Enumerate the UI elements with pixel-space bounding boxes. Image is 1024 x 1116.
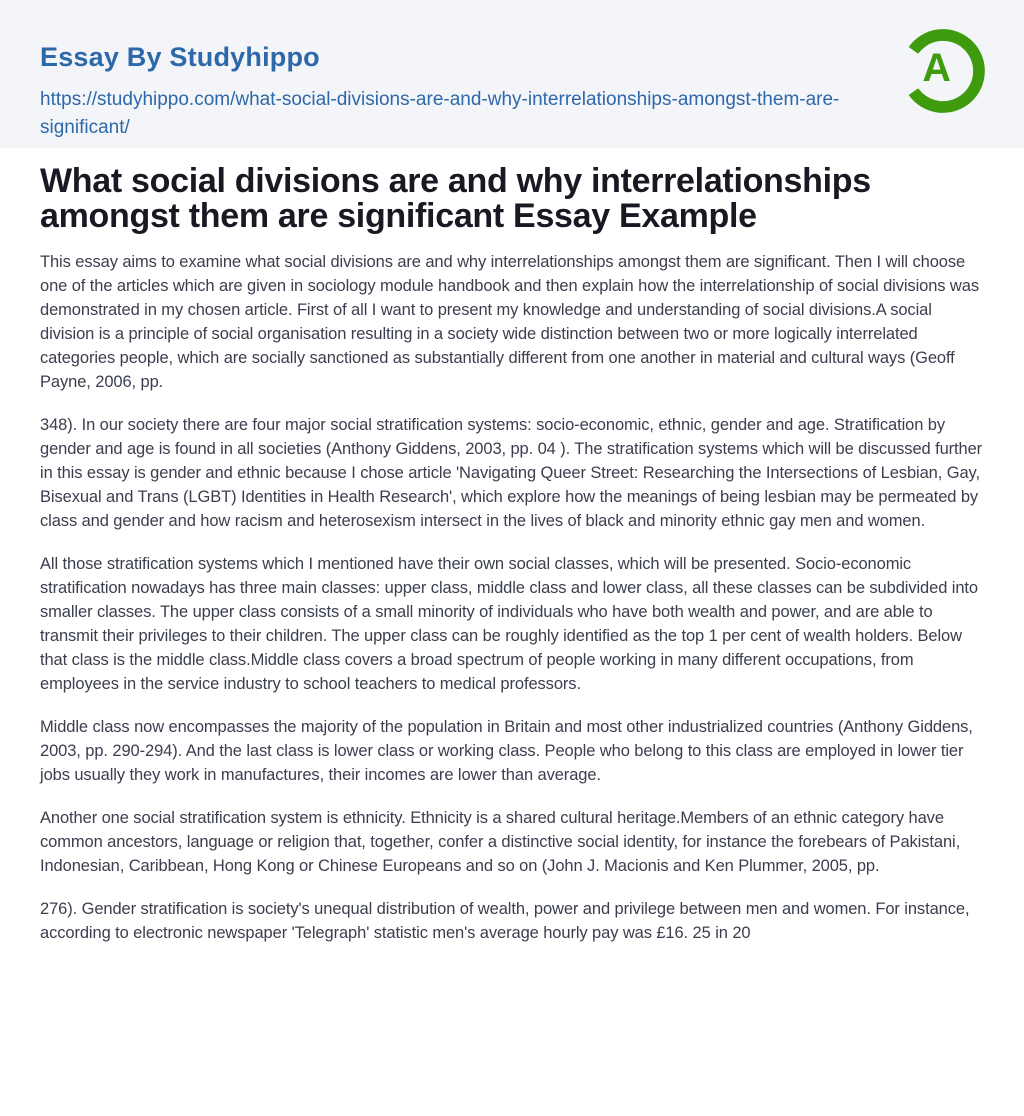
essay-title: What social divisions are and why interrelationships amongst them are significant Essay Example: [40, 162, 871, 235]
essay-paragraph: Middle class now encompasses the majority of the population in Britain and most other industrialized countries (Anthony Giddens, 2003, pp. 290-294). And the last class is lower class or working class. People who belong to this class are employed in lower tier jobs usually they work in manufactures, their incomes are lower than average.: [40, 718, 973, 784]
essay-paragraph: 348). In our society there are four major social stratification systems: socio-economic, ethnic, gender and age. Stratification by gender and age is found in all societies (Anthony Giddens, 2003, pp. 04 ). The stratification systems which will be discussed further in this essay is gender and ethnic because I chose article 'Navigating Queer Street: Researching the Intersections of Lesbian, Gay, Bisexual and Trans (LGBT) Identities in Health Research', which explore how the meanings of being lesbian may be permeated by class and gender and how racism and heterosexism intersect in the lives of black and minority ethnic gay men and women.: [40, 416, 983, 530]
essay-url-link[interactable]: https://studyhippo.com/what-social-divisions-are-and-why-interrelationships-amongst-them-are-significant/: [40, 89, 840, 138]
essay-paragraph: 276). Gender stratification is society's unequal distribution of wealth, power and privilege between men and women. For instance, according to electronic newspaper 'Telegraph' statistic men's average hourly pay was £16. 25 in 20: [40, 900, 970, 942]
essay-paragraph: This essay aims to examine what social divisions are and why interrelationships amongst them are significant. Then I will choose one of the articles which are given in sociology module handbook and then explain how the interrelationship of social divisions was demonstrated in my chosen article. First of all I want to present my knowledge and understanding of social divisions.A social division is a principle of social organisation resulting in a society wide distinction between two or more logically interrelated categories people, which are socially sanctioned as substantially different from one another in material and cultural ways (Geoff Payne, 2006, pp.: [40, 253, 979, 391]
essay-content: [0, 164, 1024, 1004]
page-header: [0, 0, 1024, 148]
essay-body: [40, 250, 984, 945]
logo-letter: A: [922, 45, 951, 90]
studyhippo-logo: [898, 26, 988, 116]
essay-paragraph: Another one social stratification system is ethnicity. Ethnicity is a shared cultural heritage.Members of an ethnic category have common ancestors, language or religion that, together, confer a distinctive social identity, for instance the forebears of Pakistani, Indonesian, Caribbean, Hong Kong or Chinese Europeans and so on (John J. Macionis and Ken Plummer, 2005, pp.: [40, 809, 961, 875]
essay-paragraph: All those stratification systems which I mentioned have their own social classes, which will be presented. Socio-economic stratification nowadays has three main classes: upper class, middle class and lower class, all these classes can be subdivided into smaller classes. The upper class consists of a small minority of individuals who have both wealth and power, and are able to transmit their privileges to their children. The upper class can be roughly identified as the top 1 per cent of wealth holders. Below that class is the middle class.Middle class covers a broad spectrum of people working in many different occupations, from employees in the service industry to school teachers to medical professors.: [40, 555, 978, 693]
arc-logo-icon: [898, 26, 988, 116]
site-title: Essay By Studyhippo: [40, 42, 320, 72]
